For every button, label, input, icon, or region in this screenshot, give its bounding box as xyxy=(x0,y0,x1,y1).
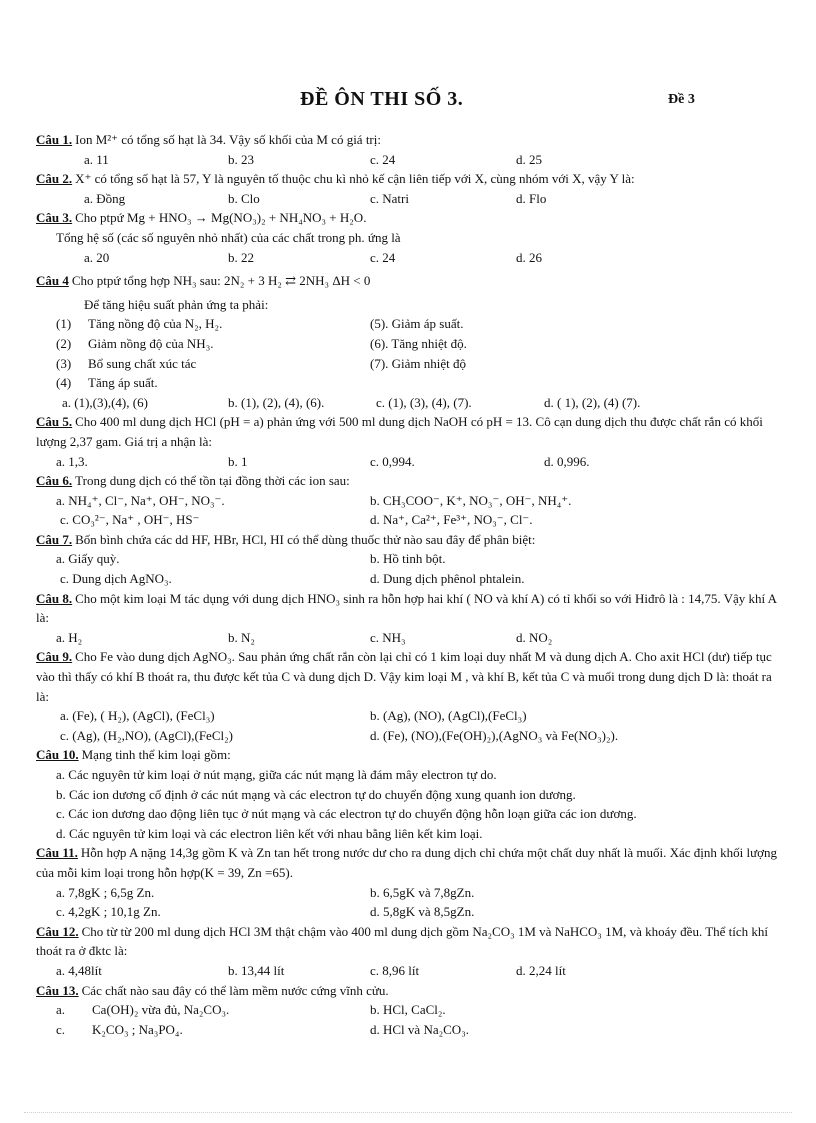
question-text: Bốn bình chứa các dd HF, HBr, HCl, HI có thể dùng thuốc thử nào sau đây để phân biệt: xyxy=(75,531,536,547)
question-text: Cho Fe vào dung dịch AgNO₃. Sau phản ứng chất rắn còn lại chỉ có 1 kim loại duy nhất M và dung dịch A. Cho axit HCl (dư) tiếp tục vào thì thấy có khí B thoát ra, thu được kết tủa C và dung dịch D. Vậy kim loại M , và khí B, kết tủa C và muối trong dung dịch D là: thoát ra là: xyxy=(36,649,772,704)
option-d[interactable]: d. Na⁺, Ca²⁺, Fe³⁺, NO₃⁻, Cl⁻. xyxy=(370,512,533,528)
question-label: Câu 2. xyxy=(36,171,73,187)
option-d[interactable]: d. (Fe), (NO),(Fe(OH)₂),(AgNO₃ và Fe(NO₃)₂). xyxy=(370,727,619,743)
option-a[interactable]: Ca(OH)₂ vừa đủ, Na₂CO₃. xyxy=(92,1002,230,1018)
option-a[interactable]: a. Giấy quỳ. xyxy=(56,551,120,567)
question-13 xyxy=(36,981,784,1040)
option-d[interactable]: d. Dung dịch phênol phtalein. xyxy=(370,571,525,587)
exam-code: Đề 3 xyxy=(668,92,695,107)
option-c[interactable]: c. 8,96 lít xyxy=(370,962,420,978)
option-c[interactable]: c. 0,994. xyxy=(370,453,415,469)
question-text: X⁺ có tổng số hạt là 57, Y là nguyên tố thuộc chu kì nhỏ kế cận liên tiếp với X, cùng nhóm với X, vậy Y là: xyxy=(75,171,635,187)
option-d[interactable]: d. NO₂ xyxy=(516,629,553,645)
question-subtext: Tổng hệ số (các số nguyên nhỏ nhất) của các chất trong ph. ứng là xyxy=(56,229,401,245)
question-label: Câu 13. xyxy=(36,982,79,998)
condition-text: Giảm nồng độ của NH₃. xyxy=(88,335,214,351)
option-b[interactable]: b. HCl, CaCl₂. xyxy=(370,1002,446,1018)
condition-number: (2) xyxy=(56,335,72,351)
question-12 xyxy=(36,922,784,981)
page-title: ĐỀ ÔN THI SỐ 3. xyxy=(300,88,464,110)
condition-number: (4) xyxy=(56,375,72,391)
option-c[interactable]: c. 24 xyxy=(370,151,396,167)
option-b[interactable]: b. Các ion dương cố định ở các nút mạng và các electron tự do chuyển động xung quanh ion dương. xyxy=(56,786,576,802)
option-d[interactable]: d. 25 xyxy=(516,151,542,167)
condition-text: (7). Giảm nhiệt độ xyxy=(370,355,467,371)
condition-text: Bổ sung chất xúc tác xyxy=(88,355,197,371)
question-6 xyxy=(36,471,784,530)
condition-text: (5). Giảm áp suất. xyxy=(370,316,464,332)
option-c-letter[interactable]: c. xyxy=(56,1021,66,1037)
option-d[interactable]: d. ( 1), (2), (4) (7). xyxy=(544,394,641,410)
condition-text: Tăng áp suất. xyxy=(88,375,158,391)
question-text: Trong dung dịch có thể tồn tại đồng thời các ion sau: xyxy=(75,473,350,489)
question-text: Cho ptpứ Mg + HNO₃ → Mg(NO₃)₂ + NH₄NO₃ + H₂O. xyxy=(75,210,367,226)
option-d[interactable]: d. HCl và Na₂CO₃. xyxy=(370,1021,469,1037)
option-c[interactable]: c. Natri xyxy=(370,190,409,206)
option-a-letter[interactable]: a. xyxy=(56,1002,66,1018)
question-label: Câu 4 xyxy=(36,273,69,289)
option-d[interactable]: d. 5,8gK và 8,5gZn. xyxy=(370,904,475,920)
option-a[interactable]: a. 7,8gK ; 6,5g Zn. xyxy=(56,884,155,900)
option-b[interactable]: b. (1), (2), (4), (6). xyxy=(228,394,325,410)
question-text: Mạng tinh thể kim loại gồm: xyxy=(81,747,231,763)
question-text: Hỗn hợp A nặng 14,3g gồm K và Zn tan hết trong nước dư cho ra dung dịch chỉ chứa một chất duy nhất là muối. Xác định khối lượng của mỗi kim loại trong hỗn hợp(K = 39, Zn =65). xyxy=(36,845,778,880)
question-label: Câu 7. xyxy=(36,531,73,547)
question-text: Ion M²⁺ có tổng số hạt là 34. Vậy số khối của M có giá trị: xyxy=(75,132,381,147)
condition-text: (6). Tăng nhiệt độ. xyxy=(370,335,467,351)
question-text: Cho ptpứ tổng hợp NH₃ sau: 2N₂ + 3 H₂ ⇄ 2NH₃ ΔH < 0 xyxy=(71,273,371,289)
question-label: Câu 1. xyxy=(36,132,73,147)
question-label: Câu 6. xyxy=(36,473,73,489)
option-d[interactable]: d. Các nguyên tử kim loại và các electron liên kết với nhau bằng liên kết kim loại. xyxy=(56,825,483,841)
question-8 xyxy=(36,589,784,648)
question-7 xyxy=(36,530,784,589)
question-label: Câu 9. xyxy=(36,649,73,665)
option-d[interactable]: d. 26 xyxy=(516,249,542,265)
option-b[interactable]: b. 22 xyxy=(228,249,254,265)
option-b[interactable]: b. N₂ xyxy=(228,629,255,645)
option-b[interactable]: b. 6,5gK và 7,8gZn. xyxy=(370,884,475,900)
question-3 xyxy=(36,208,784,267)
option-a[interactable]: a. H₂ xyxy=(56,629,83,645)
question-text: Cho 400 ml dung dịch HCl (pH = a) phản ứng với 500 ml dung dịch NaOH có pH = 13. Cô cạn dung dịch thu được chất rắn có khối lượng 2,37 gam. Giá trị a nhận là: xyxy=(36,414,763,449)
condition-number: (3) xyxy=(56,355,72,371)
question-4 xyxy=(36,271,784,412)
question-text: Các chất nào sau đây có thể làm mềm nước cứng vĩnh cửu. xyxy=(81,982,389,998)
question-2 xyxy=(36,169,784,208)
question-list xyxy=(36,130,784,1039)
question-1 xyxy=(36,130,784,169)
option-a[interactable]: a. NH₄⁺, Cl⁻, Na⁺, OH⁻, NO₃⁻. xyxy=(56,492,225,508)
option-a[interactable]: a. 4,48lít xyxy=(56,962,102,978)
option-a[interactable]: a. 1,3. xyxy=(56,453,88,469)
option-c[interactable]: c. (Ag), (H₂,NO), (AgCl),(FeCl₂) xyxy=(60,727,233,743)
question-11 xyxy=(36,843,784,921)
question-text: Cho một kim loại M tác dụng với dung dịch HNO₃ sinh ra hỗn hợp hai khí ( NO và khí A) có tỉ khối so với Hiđrô là : 14,75. Vậy khí A là: xyxy=(36,590,777,626)
option-b[interactable]: b. CH₃COO⁻, K⁺, NO₃⁻, OH⁻, NH₄⁺. xyxy=(370,492,572,508)
option-a[interactable]: a. 20 xyxy=(84,249,110,265)
option-c[interactable]: c. Các ion dương dao động liên tục ở nút mạng và các electron tự do chuyển động hỗn loạn giữa các ion dương. xyxy=(56,806,637,822)
question-intro: Để tăng hiệu suất phản ứng ta phải: xyxy=(84,296,269,312)
option-c[interactable]: c. NH₃ xyxy=(370,629,406,645)
option-c[interactable]: c. 24 xyxy=(370,249,396,265)
option-c[interactable]: c. Dung dịch AgNO₃. xyxy=(60,571,172,587)
question-label: Câu 12. xyxy=(36,923,79,939)
option-a[interactable]: a. Các nguyên tử kim loại ở nút mạng, giữa các nút mạng là đám mây electron tự do. xyxy=(56,767,497,782)
question-text: Cho từ từ 200 ml dung dịch HCl 3M thật chậm vào 400 ml dung dịch gồm Na₂CO₃ 1M và NaHCO₃ 1M, và khoáy đều. Thể tích khí thoát ra ở đktc là: xyxy=(36,923,769,959)
option-c[interactable]: c. CO₃²⁻, Na⁺ , OH⁻, HS⁻ xyxy=(60,512,200,528)
condition-text: Tăng nồng độ của N₂, H₂. xyxy=(88,316,223,332)
question-label: Câu 8. xyxy=(36,590,73,606)
question-label: Câu 11. xyxy=(36,845,78,861)
page-footer-divider xyxy=(24,1112,792,1113)
question-9 xyxy=(36,647,784,745)
question-label: Câu 5. xyxy=(36,414,73,430)
condition-number: (1) xyxy=(56,316,72,332)
question-label: Câu 10. xyxy=(36,747,79,763)
option-b[interactable]: b. (Ag), (NO), (AgCl),(FeCl₃) xyxy=(370,708,527,724)
option-b[interactable]: b. 23 xyxy=(228,151,254,167)
option-b[interactable]: b. Clo xyxy=(228,190,260,206)
question-label: Câu 3. xyxy=(36,210,73,226)
option-a[interactable]: a. 11 xyxy=(84,151,109,167)
option-d[interactable]: d. Flo xyxy=(516,190,547,206)
question-5 xyxy=(36,412,784,471)
option-d[interactable]: d. 2,24 lít xyxy=(516,962,566,978)
option-c[interactable]: K₂CO₃ ; Na₃PO₄. xyxy=(92,1021,183,1037)
question-10 xyxy=(36,745,784,843)
option-c[interactable]: c. (1), (3), (4), (7). xyxy=(376,394,472,410)
option-a[interactable]: a. (Fe), ( H₂), (AgCl), (FeCl₃) xyxy=(60,708,215,724)
option-b[interactable]: b. 1 xyxy=(228,453,248,469)
option-b[interactable]: b. 13,44 lít xyxy=(228,962,285,978)
option-a[interactable]: a. Đồng xyxy=(84,190,126,206)
option-c[interactable]: c. 4,2gK ; 10,1g Zn. xyxy=(56,904,161,920)
option-d[interactable]: d. 0,996. xyxy=(544,453,590,469)
option-b[interactable]: b. Hồ tinh bột. xyxy=(370,551,446,567)
option-a[interactable]: a. (1),(3),(4), (6) xyxy=(62,394,148,410)
